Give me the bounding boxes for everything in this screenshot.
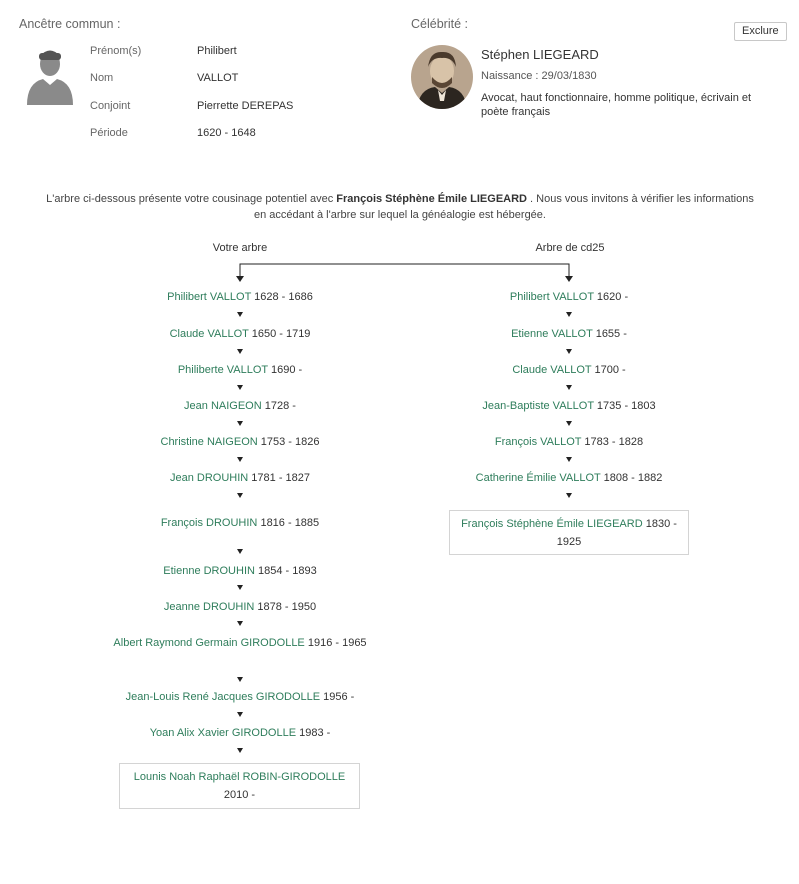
tree-person (439, 469, 699, 487)
down-arrow-icon (237, 312, 243, 317)
down-arrow-icon (566, 421, 572, 426)
person-link[interactable]: Jean-Louis René Jacques GIRODOLLE (125, 691, 321, 703)
ancestor-field-label: Nom (90, 72, 114, 84)
person-link[interactable]: Etienne VALLOT (511, 328, 593, 340)
tree-person (439, 397, 699, 415)
person-dates: 1816 - 1885 (257, 517, 320, 529)
person-link[interactable]: Philiberte VALLOT (177, 364, 268, 376)
person-dates: 1655 - (592, 328, 627, 340)
person-link[interactable]: François VALLOT (494, 436, 582, 448)
down-arrow-icon (566, 312, 572, 317)
celebrity-birth: Naissance : 29/03/1830 (481, 70, 597, 82)
intro-text (40, 191, 760, 223)
person-dates: 1783 - 1828 (581, 436, 644, 448)
person-dates: 2010 - (223, 789, 256, 801)
person-link[interactable]: Jean NAIGEON (184, 400, 262, 412)
tree-person (110, 598, 370, 616)
person-dates: 1628 - 1686 (251, 291, 313, 303)
ancestor-field-value: Philibert (197, 45, 237, 57)
tree-person-box (119, 763, 360, 809)
tree-person (110, 325, 370, 343)
tree-person (439, 288, 699, 306)
tree-person (439, 325, 699, 343)
person-dates: 1735 - 1803 (593, 400, 656, 412)
down-arrow-icon (237, 385, 243, 390)
person-link[interactable]: Jean DROUHIN (169, 472, 249, 484)
ancestor-field-label: Période (90, 127, 128, 139)
ancestor-field-value: Pierrette DEREPAS (197, 100, 294, 112)
intro-before: L'arbre ci-dessous présente votre cousinage potentiel avec (46, 193, 337, 205)
down-arrow-icon (237, 748, 243, 753)
tree-person (110, 361, 370, 379)
ancestor-field-value: 1620 - 1648 (197, 127, 256, 139)
tree-person (110, 562, 370, 580)
down-arrow-icon (566, 493, 572, 498)
person-dates: 1830 - 1925 (556, 518, 677, 548)
tree-person (110, 469, 370, 487)
ancestor-field-value: VALLOT (197, 72, 239, 84)
person-dates: 1854 - 1893 (254, 565, 317, 577)
person-link[interactable]: François DROUHIN (160, 517, 258, 529)
down-arrow-icon (566, 457, 572, 462)
right-tree-title: Arbre de cd25 (535, 242, 605, 254)
person-link[interactable]: Philibert VALLOT (167, 291, 252, 303)
person-link[interactable]: Jean-Baptiste VALLOT (482, 400, 594, 412)
person-link[interactable]: Claude VALLOT (169, 328, 249, 340)
person-link[interactable]: Yoan Alix Xavier GIRODOLLE (149, 727, 297, 739)
tree-person (110, 288, 370, 306)
person-dates: 1878 - 1950 (254, 601, 317, 613)
down-arrow-icon (237, 677, 243, 682)
person-link[interactable]: Christine NAIGEON (160, 436, 258, 448)
tree-person (110, 688, 370, 706)
down-arrow-icon (237, 621, 243, 626)
intro-after: . Nous vous invitons à vérifier les informations en accédant à l'arbre sur lequel la généalogie est hébergée. (254, 193, 754, 221)
celebrity-portrait (411, 45, 473, 109)
person-dates: 1728 - (261, 400, 296, 412)
exclude-button[interactable]: Exclure (734, 22, 787, 41)
down-arrow-icon (237, 349, 243, 354)
person-dates: 1650 - 1719 (248, 328, 311, 340)
person-silhouette-icon (25, 47, 75, 105)
down-arrow-icon (566, 385, 572, 390)
person-dates: 1700 - (591, 364, 626, 376)
down-arrow-icon (237, 457, 243, 462)
tree-person (110, 433, 370, 451)
person-link[interactable]: François Stéphène Émile LIEGEARD (461, 518, 643, 530)
person-dates: 1753 - 1826 (257, 436, 320, 448)
person-link[interactable]: Etienne DROUHIN (163, 565, 255, 577)
tree-person-box (449, 510, 689, 555)
down-arrow-icon (237, 493, 243, 498)
left-tree-title: Votre arbre (212, 242, 268, 254)
celebrity-description: Avocat, haut fonctionnaire, homme politique, écrivain et poète français (481, 92, 752, 118)
person-dates: 1983 - (296, 727, 331, 739)
celebrity-section-label: Célébrité : (411, 17, 468, 31)
person-link[interactable]: Lounis Noah Raphaël ROBIN-GIRODOLLE (133, 771, 346, 783)
person-dates: 1916 - 1965 (304, 637, 367, 649)
person-link[interactable]: Claude VALLOT (512, 364, 592, 376)
person-dates: 1620 - (593, 291, 629, 303)
intro-person: François Stéphène Émile LIEGEARD (336, 193, 527, 205)
person-link[interactable]: Philibert VALLOT (509, 291, 594, 303)
tree-person (439, 433, 699, 451)
tree-person (110, 397, 370, 415)
tree-person (110, 634, 370, 652)
down-arrow-icon (237, 549, 243, 554)
down-arrow-icon (237, 585, 243, 590)
person-link[interactable]: Albert Raymond Germain GIRODOLLE (113, 637, 305, 649)
down-arrow-icon (237, 712, 243, 717)
down-arrow-icon (566, 349, 572, 354)
ancestor-section-label: Ancêtre commun : (19, 17, 121, 31)
person-dates: 1781 - 1827 (248, 472, 311, 484)
person-dates: 1956 - (320, 691, 355, 703)
person-dates: 1690 - (267, 364, 303, 376)
tree-person (110, 724, 370, 742)
tree-person (439, 361, 699, 379)
tree-person (110, 514, 370, 532)
celebrity-name: Stéphen LIEGEARD (481, 47, 599, 62)
ancestor-field-label: Conjoint (90, 100, 131, 112)
down-arrow-icon (237, 421, 243, 426)
ancestor-field-label: Prénom(s) (90, 45, 142, 57)
person-dates: 1808 - 1882 (600, 472, 663, 484)
person-link[interactable]: Jeanne DROUHIN (163, 601, 255, 613)
person-link[interactable]: Catherine Émilie VALLOT (475, 472, 601, 484)
